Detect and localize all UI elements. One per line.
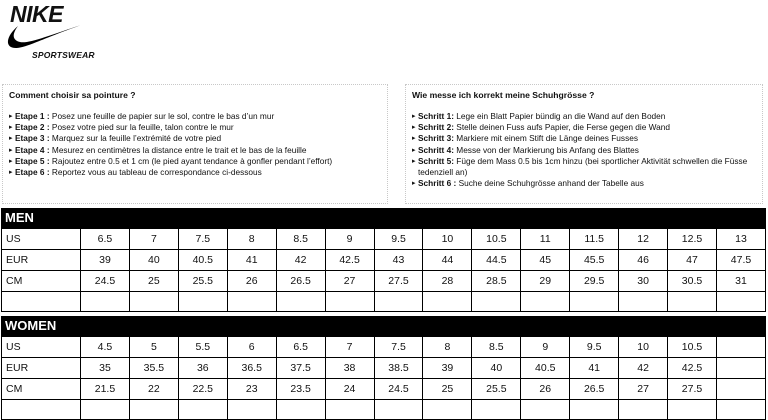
- instruction-step: [412, 145, 756, 156]
- bullet-arrow-icon: ▸: [412, 124, 416, 132]
- size-cell: 36.5: [227, 358, 276, 379]
- size-cell: 44.5: [472, 250, 521, 271]
- size-cell: 24.5: [81, 271, 130, 292]
- empty-cell: [2, 400, 81, 420]
- size-cell: 10.5: [668, 337, 717, 358]
- instructions-german: [405, 84, 763, 204]
- empty-cell: [423, 292, 472, 312]
- size-row-eur: [2, 358, 766, 379]
- size-cell: 40: [472, 358, 521, 379]
- nike-sportswear-logo: [4, 2, 94, 68]
- empty-cell: [2, 292, 81, 312]
- size-cell: 27.5: [374, 271, 423, 292]
- size-cell: 40: [129, 250, 178, 271]
- step-label: Schritt 3:: [418, 133, 454, 144]
- empty-cell: [81, 292, 130, 312]
- women-size-section: [1, 316, 766, 420]
- size-cell: 8: [423, 337, 472, 358]
- empty-cell: [276, 292, 325, 312]
- size-cell: 28: [423, 271, 472, 292]
- size-cell: 44: [423, 250, 472, 271]
- size-cell: 7.5: [374, 337, 423, 358]
- size-cell: 25.5: [472, 379, 521, 400]
- size-cell: 36: [178, 358, 227, 379]
- bullet-arrow-icon: ▸: [9, 135, 13, 143]
- empty-cell: [668, 292, 717, 312]
- section-title: MEN: [1, 208, 766, 228]
- size-cell: 6.5: [81, 229, 130, 250]
- size-cell: 10.5: [472, 229, 521, 250]
- size-cell: 26.5: [570, 379, 619, 400]
- size-cell: 26: [227, 271, 276, 292]
- size-cell: 7: [129, 229, 178, 250]
- bullet-arrow-icon: ▸: [9, 113, 13, 120]
- empty-cell: [570, 400, 619, 420]
- size-cell: 9.5: [374, 229, 423, 250]
- size-cell: 42: [276, 250, 325, 271]
- size-cell: 40.5: [521, 358, 570, 379]
- size-cell: 39: [423, 358, 472, 379]
- step-text: Markiere mit einem Stift die Länge deines Fusses: [456, 133, 638, 144]
- empty-cell: [570, 292, 619, 312]
- step-text: Mesurez en centimètres la distance entre le trait et le bas de la feuille: [51, 144, 307, 155]
- step-label: Etape 3 :: [15, 133, 50, 144]
- brand-subtitle: SPORTSWEAR: [32, 50, 95, 60]
- size-cell: 13: [716, 229, 765, 250]
- empty-cell: [178, 400, 227, 420]
- size-cell: 10: [423, 229, 472, 250]
- step-label: Etape 2 :: [15, 122, 50, 133]
- size-cell: 25.5: [178, 271, 227, 292]
- brand-name: NIKE: [10, 1, 63, 27]
- size-cell: 41: [570, 358, 619, 379]
- women-size-table: [1, 336, 766, 420]
- instructions-heading: Wie messe ich korrekt meine Schuhgrösse ?: [412, 90, 595, 100]
- step-text: Stelle deinen Fuss aufs Papier, die Ferse gegen die Wand: [456, 122, 670, 133]
- instruction-step: [9, 122, 381, 133]
- size-cell: 8.5: [276, 229, 325, 250]
- step-label: Schritt 5:: [418, 155, 454, 166]
- empty-cell: [325, 400, 374, 420]
- instruction-step: [412, 156, 756, 178]
- instruction-step: [9, 145, 381, 156]
- step-label: Schritt 4:: [418, 144, 454, 155]
- blank-row: [2, 292, 766, 312]
- size-cell: 21.5: [81, 379, 130, 400]
- size-cell: 24: [325, 379, 374, 400]
- size-row-cm: [2, 379, 766, 400]
- size-cell: 43: [374, 250, 423, 271]
- step-text: Suche deine Schuhgrösse anhand der Tabelle aus: [458, 178, 644, 189]
- empty-cell: [276, 400, 325, 420]
- size-cell: 8: [227, 229, 276, 250]
- row-label: EUR: [2, 358, 81, 379]
- size-cell: 30: [619, 271, 668, 292]
- size-cell: 6.5: [276, 337, 325, 358]
- instructions-french: [2, 84, 388, 204]
- bullet-arrow-icon: ▸: [9, 169, 13, 177]
- step-text: Reportez vous au tableau de correspondance ci-dessous: [51, 167, 262, 178]
- size-cell: 27: [619, 379, 668, 400]
- empty-cell: [227, 400, 276, 420]
- size-cell: 27: [325, 271, 374, 292]
- size-cell: 45.5: [570, 250, 619, 271]
- bullet-arrow-icon: ▸: [412, 135, 416, 143]
- empty-cell: [227, 292, 276, 312]
- size-cell: 40.5: [178, 250, 227, 271]
- size-cell: 45: [521, 250, 570, 271]
- size-cell: 39: [81, 250, 130, 271]
- size-cell: 41: [227, 250, 276, 271]
- row-label: CM: [2, 379, 81, 400]
- empty-cell: [521, 292, 570, 312]
- size-row-eur: [2, 250, 766, 271]
- size-cell: 26: [521, 379, 570, 400]
- step-text: Messe von der Markierung bis Anfang des Blattes: [456, 144, 639, 155]
- size-cell: 37.5: [276, 358, 325, 379]
- size-cell: 11: [521, 229, 570, 250]
- step-label: Schritt 2:: [418, 122, 454, 133]
- size-cell: 42.5: [325, 250, 374, 271]
- size-cell: 42.5: [668, 358, 717, 379]
- step-label: Etape 5 :: [15, 155, 50, 166]
- size-cell: 7: [325, 337, 374, 358]
- instruction-step: [9, 156, 381, 167]
- empty-cell: [472, 292, 521, 312]
- step-text: Marquez sur la feuille l’extrémité de votre pied: [51, 133, 222, 144]
- size-row-us: [2, 229, 766, 250]
- empty-cell: [374, 400, 423, 420]
- step-text: Lege ein Blatt Papier bündig an die Wand auf den Boden: [456, 111, 666, 121]
- size-cell: [716, 358, 765, 379]
- bullet-arrow-icon: ▸: [9, 146, 13, 154]
- section-title: WOMEN: [1, 316, 766, 336]
- size-cell: 35: [81, 358, 130, 379]
- size-cell: [716, 379, 765, 400]
- size-row-us: [2, 337, 766, 358]
- empty-cell: [668, 400, 717, 420]
- empty-cell: [423, 400, 472, 420]
- size-cell: 5.5: [178, 337, 227, 358]
- bullet-arrow-icon: ▸: [412, 180, 416, 188]
- step-label: Schritt 6 :: [418, 178, 457, 189]
- row-label: EUR: [2, 250, 81, 271]
- size-cell: 23: [227, 379, 276, 400]
- blank-row: [2, 400, 766, 420]
- size-cell: 12.5: [668, 229, 717, 250]
- empty-cell: [472, 400, 521, 420]
- instruction-step: [412, 111, 756, 122]
- size-cell: 8.5: [472, 337, 521, 358]
- instruction-step: [412, 133, 756, 144]
- instruction-step: [9, 167, 381, 178]
- empty-cell: [716, 292, 765, 312]
- size-cell: 38: [325, 358, 374, 379]
- size-cell: 42: [619, 358, 668, 379]
- men-size-table: [1, 228, 766, 312]
- size-cell: 29: [521, 271, 570, 292]
- size-cell: 23.5: [276, 379, 325, 400]
- step-text: Füge dem Mass 0.5 bis 1cm hinzu (bei sportlicher Aktivität schwellen die Füsse tedenziell an): [418, 155, 748, 178]
- swoosh-icon: [4, 22, 84, 52]
- instruction-step: [412, 178, 756, 189]
- bullet-arrow-icon: ▸: [412, 157, 416, 165]
- size-cell: 7.5: [178, 229, 227, 250]
- empty-cell: [325, 292, 374, 312]
- size-cell: 28.5: [472, 271, 521, 292]
- step-label: Etape 6 :: [15, 167, 50, 178]
- size-cell: 9: [521, 337, 570, 358]
- instruction-step: [9, 111, 381, 122]
- instruction-step: [9, 133, 381, 144]
- empty-cell: [619, 292, 668, 312]
- size-cell: 6: [227, 337, 276, 358]
- step-label: Etape 4 :: [15, 144, 50, 155]
- size-cell: 29.5: [570, 271, 619, 292]
- instruction-step: [412, 122, 756, 133]
- size-cell: 26.5: [276, 271, 325, 292]
- size-cell: 35.5: [129, 358, 178, 379]
- empty-cell: [129, 292, 178, 312]
- step-text: Posez votre pied sur la feuille, talon contre le mur: [51, 122, 234, 133]
- size-cell: 47: [668, 250, 717, 271]
- size-cell: 46: [619, 250, 668, 271]
- bullet-arrow-icon: ▸: [412, 113, 416, 120]
- size-cell: 30.5: [668, 271, 717, 292]
- size-cell: 25: [129, 271, 178, 292]
- row-label: US: [2, 337, 81, 358]
- empty-cell: [178, 292, 227, 312]
- size-cell: 9.5: [570, 337, 619, 358]
- size-cell: 24.5: [374, 379, 423, 400]
- size-cell: 9: [325, 229, 374, 250]
- size-cell: 47.5: [716, 250, 765, 271]
- size-cell: [716, 337, 765, 358]
- empty-cell: [716, 400, 765, 420]
- men-size-section: [1, 208, 766, 312]
- size-row-cm: [2, 271, 766, 292]
- empty-cell: [129, 400, 178, 420]
- row-label: CM: [2, 271, 81, 292]
- empty-cell: [619, 400, 668, 420]
- size-cell: 11.5: [570, 229, 619, 250]
- empty-cell: [521, 400, 570, 420]
- size-cell: 31: [716, 271, 765, 292]
- size-cell: 12: [619, 229, 668, 250]
- size-cell: 5: [129, 337, 178, 358]
- bullet-arrow-icon: ▸: [412, 146, 416, 154]
- size-cell: 10: [619, 337, 668, 358]
- row-label: US: [2, 229, 81, 250]
- step-text: Rajoutez entre 0.5 et 1 cm (le pied ayant tendance à gonfler pendant l’effort): [51, 155, 333, 166]
- size-cell: 4.5: [81, 337, 130, 358]
- step-label: Etape 1 :: [15, 111, 50, 121]
- empty-cell: [374, 292, 423, 312]
- empty-cell: [81, 400, 130, 420]
- size-cell: 22.5: [178, 379, 227, 400]
- bullet-arrow-icon: ▸: [9, 124, 13, 132]
- instructions-heading: Comment choisir sa pointure ?: [9, 90, 136, 100]
- size-cell: 27.5: [668, 379, 717, 400]
- size-cell: 25: [423, 379, 472, 400]
- step-text: Posez une feuille de papier sur le sol, contre le bas d’un mur: [51, 111, 275, 121]
- size-cell: 38.5: [374, 358, 423, 379]
- size-cell: 22: [129, 379, 178, 400]
- bullet-arrow-icon: ▸: [9, 157, 13, 165]
- step-label: Schritt 1:: [418, 111, 454, 121]
